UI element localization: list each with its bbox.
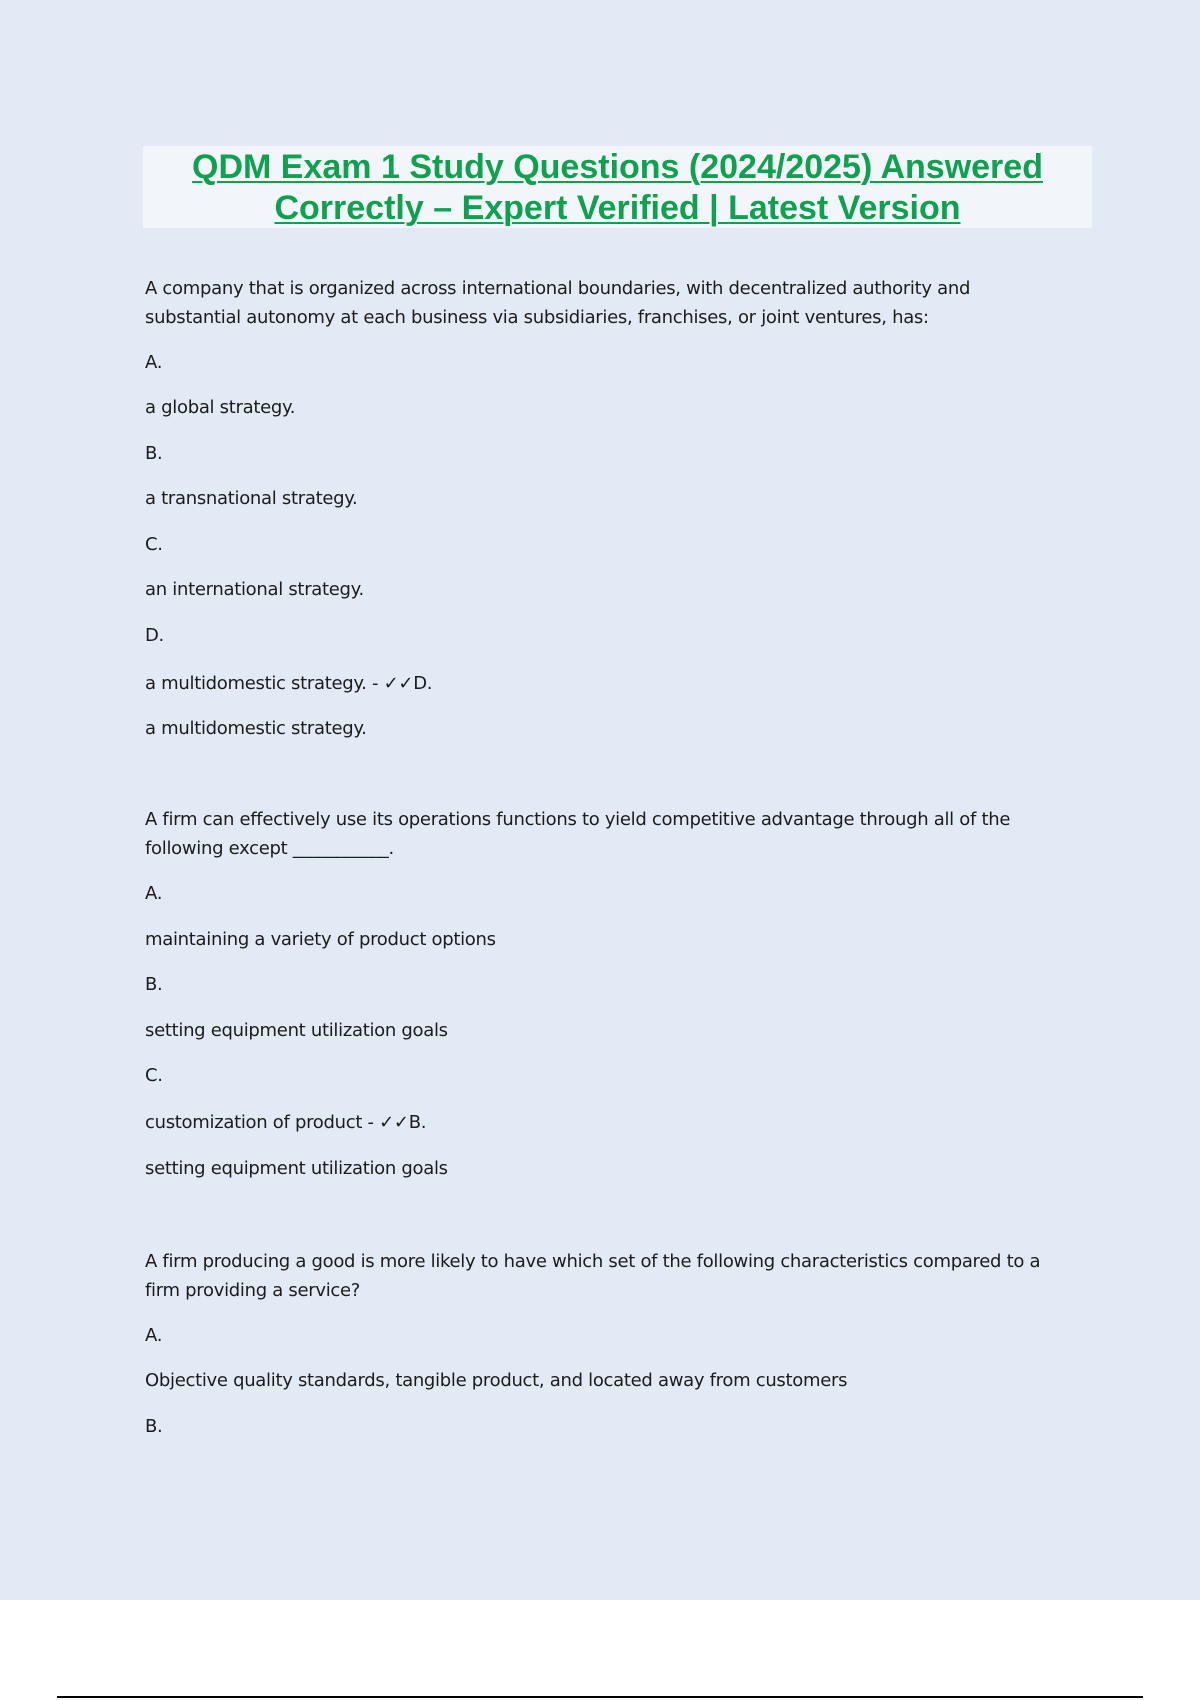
question-1-stem [145, 274, 1075, 332]
question-1-answer-letter: D. [413, 673, 433, 694]
question-2-stem-line-1: A firm can effectively use its operations functions to yield competitive advantage through all of the [145, 809, 1011, 830]
question-1-label-d: D. [145, 625, 164, 646]
document-title-banner [143, 146, 1092, 228]
question-2-option-b: setting equipment utilization goals [145, 1020, 448, 1041]
double-check-icon: ✓✓ [383, 673, 414, 694]
question-2-option-a: maintaining a variety of product options [145, 929, 496, 950]
question-2-answer-letter: B. [408, 1112, 427, 1133]
question-2-label-b: B. [145, 974, 163, 995]
footer-divider [57, 1696, 1143, 1698]
question-1-stem-line-2: substantial autonomy at each business via subsidiaries, franchises, or joint ventures, has: [145, 307, 929, 328]
question-2-option-c-text: customization of product - [145, 1112, 380, 1133]
question-1-option-c: an international strategy. [145, 579, 364, 600]
question-2-label-c: C. [145, 1065, 163, 1086]
question-2-label-a: A. [145, 883, 163, 904]
document-title-line-1: QDM Exam 1 Study Questions (2024/2025) Answered [192, 148, 1043, 186]
question-1-option-b: a transnational strategy. [145, 488, 358, 509]
question-2-stem [145, 805, 1075, 863]
question-1-stem-line-1: A company that is organized across international boundaries, with decentralized authority and [145, 278, 971, 299]
question-1-option-d-text: a multidomestic strategy. - [145, 673, 384, 694]
question-3-stem [145, 1247, 1075, 1305]
question-3-label-a: A. [145, 1325, 163, 1346]
question-3-label-b: B. [145, 1416, 163, 1437]
double-check-icon: ✓✓ [379, 1112, 409, 1133]
question-1-label-a: A. [145, 352, 163, 373]
question-1-label-c: C. [145, 534, 163, 555]
question-2-answer-text: setting equipment utilization goals [145, 1158, 448, 1179]
question-3-stem-line-1: A firm producing a good is more likely to have which set of the following characteristics compared to a [145, 1251, 1041, 1272]
question-1-answer-text: a multidomestic strategy. [145, 718, 367, 739]
question-3-option-a: Objective quality standards, tangible product, and located away from customers [145, 1370, 848, 1391]
document-title-line-2: Correctly – Expert Verified | Latest Version [274, 189, 961, 227]
question-1-option-d-with-answer [145, 670, 1075, 698]
question-1-option-a: a global strategy. [145, 397, 296, 418]
question-2-stem-line-2: following except ___________. [145, 838, 394, 859]
question-1-label-b: B. [145, 443, 163, 464]
question-2-option-c-with-answer [145, 1109, 1075, 1137]
question-3-stem-line-2: firm providing a service? [145, 1280, 361, 1301]
